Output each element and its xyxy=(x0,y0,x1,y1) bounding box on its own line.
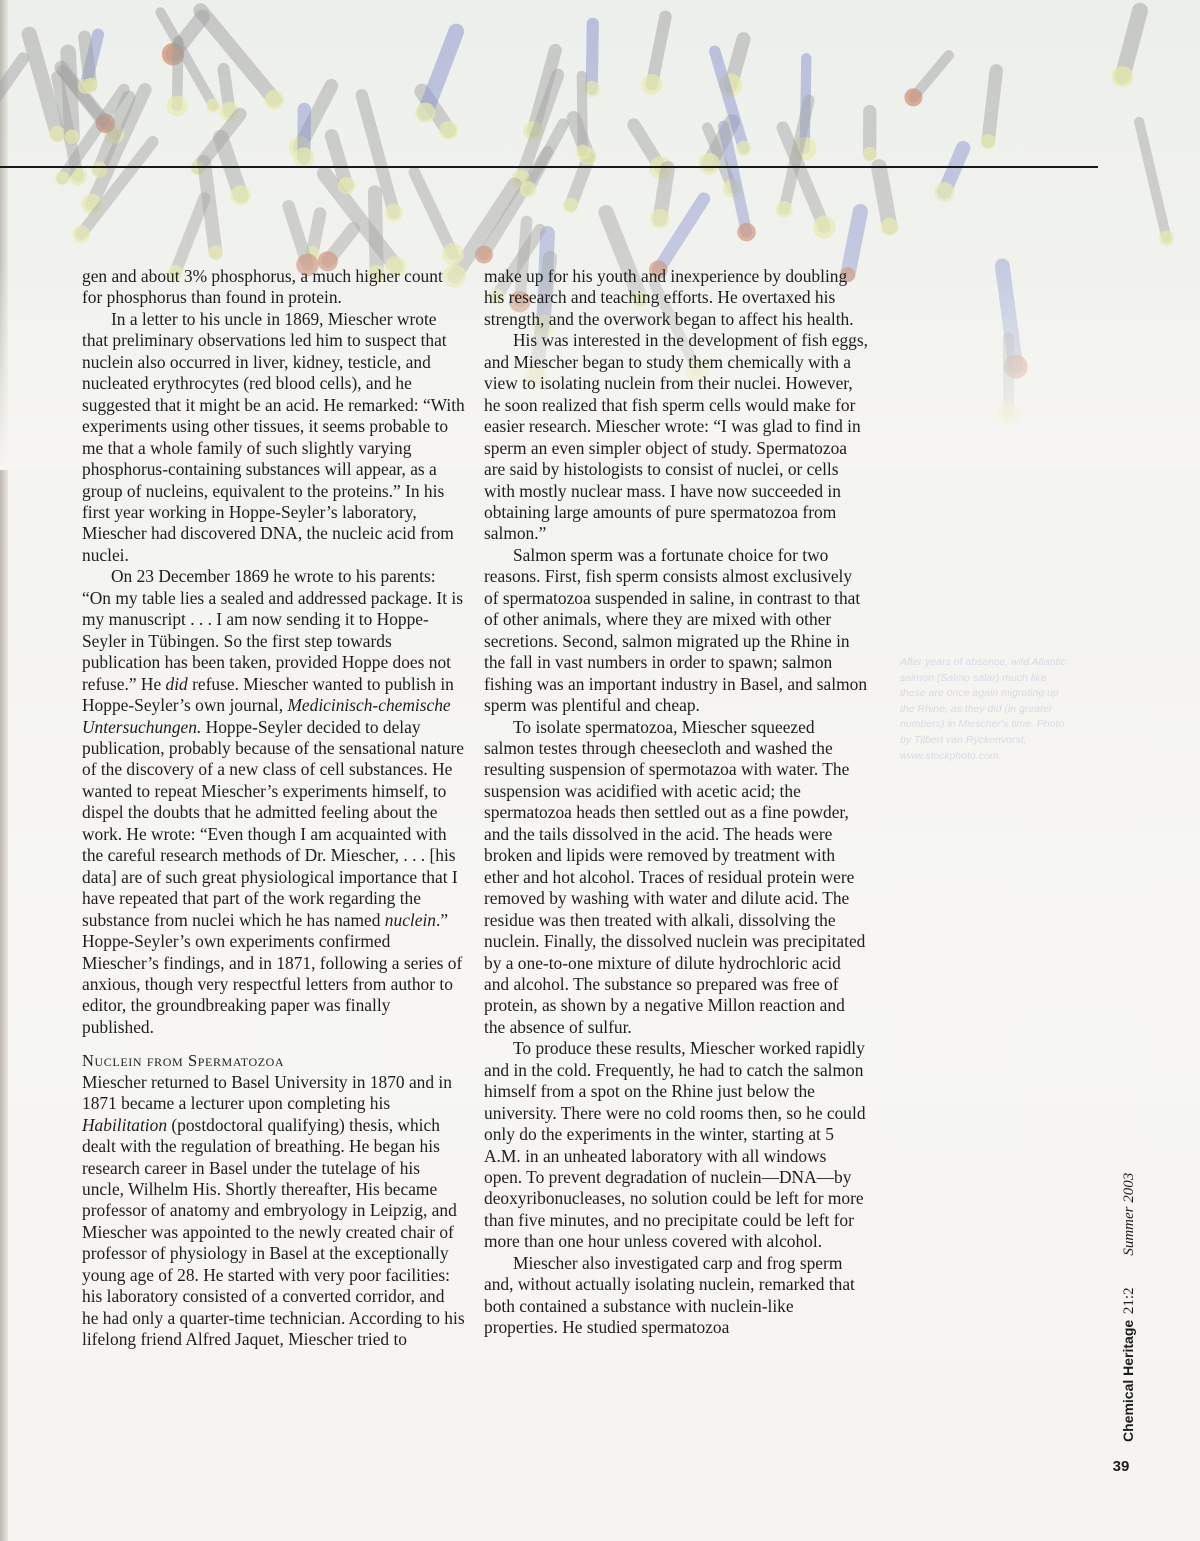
paragraph: gen and about 3% phosphorus, a much higher count for phosphorus than found in protein. xyxy=(82,266,443,308)
emphasis: nuclein xyxy=(384,909,436,930)
right-column xyxy=(484,266,868,1339)
paragraph: Miescher also investigated carp and frog sperm and, without actually isolating nuclein, remarked that both contained a substance with nuclein-like properties. He studied spermatozoa xyxy=(484,1252,855,1338)
emphasis: did xyxy=(165,673,188,694)
paragraph: To isolate spermatozoa, Miescher squeezed salmon testes through cheesecloth and washed the resulting suspension of spermotazoa with water. The suspension was acidified with acetic acid; the spermatozoa heads then settled out as a fine powder, and the tails dissolved in the acid. The heads were broken and lipids were removed by treatment with ether and hot alcohol. Traces of residual protein were removed by washing with water and dilute acid. The residue was then treated with alkali, dissolving the nuclein. Finally, the dissolved nuclein was precipitated by a one-to-one mixture of dilute hydrochloric acid and alcohol. The substance so prepared was free of protein, as shown by a negative Millon reaction and the absence of sulfur. xyxy=(484,716,866,1037)
running-footer xyxy=(1120,1173,1138,1442)
paragraph: In a letter to his uncle in 1869, Miescher wrote that preliminary observations led him to suspect that nuclein also occurred in liver, kidney, testicle, and nucleated erythrocytes (red blood cells), and he suggested that it might be an acid. He remarked: “With experiments using other tissues, it seems probable to me that a whole family of such slightly varying phosphorus-containing substances will appear, as a group of nucleins, equivalent to the proteins.” In his first year working in Hoppe-Seyler’s laboratory, Miescher had discovered DNA, the nucleic acid from nuclei. xyxy=(82,308,465,565)
paragraph: Salmon sperm was a fortunate choice for two reasons. First, fish sperm consists almost exclusively of spermatozoa suspended in saline, in contrast to that of other animals, where they are mixed with other secretions. Second, salmon migrated up the Rhine in the fall in vast numbers in order to spawn; salmon fishing was an important industry in Basel, and salmon sperm was plentiful and cheap. xyxy=(484,544,868,716)
paragraph: On 23 December 1869 he wrote to his parents: “On my table lies a sealed and addressed package. It is my manuscript . . . I am now sending it to Hoppe-Seyler in Tübingen. So the first step towards publication has been taken, provided Hoppe does not refuse.” He did refuse. Miescher wanted to publish in Hoppe-Seyler’s own journal, Medicinisch-chemische Untersuchungen. Hoppe-Seyler decided to delay publication, probably because of the sensational nature of the discovery of a new class of cell substances. He wanted to repeat Miescher’s experiments himself, to dispel the doubts that he admitted feeling about the work. He wrote: “Even though I am acquainted with the careful research methods of Dr. Miescher, . . . [his data] are of such great physiological importance that I have repeated that part of the work regarding the substance from nuclei which he has named nuclein.” Hoppe-Seyler’s own experiments confirmed Miescher’s findings, and in 1871, following a series of anxious, though very respectful letters from author to editor, the groundbreaking paper was finally published. xyxy=(82,566,464,1037)
paragraph: To produce these results, Miescher worked rapidly and in the cold. Frequently, he had to catch the salmon himself from a spot on the Rhine just below the university. There were no cold rooms then, so he could only do the experiments in the winter, starting at 5 A.M. in an unheated laboratory with all windows open. To prevent degradation of nuclein—DNA—by deoxyribonucleases, no solution could be left for more than five minutes, and no precipitate could be left for more than one hour unless covered with alcohol. xyxy=(484,1038,866,1252)
journal-title: Medicinisch-chemische Untersuchungen. xyxy=(82,695,451,737)
issue-number: 21:2 xyxy=(1121,1287,1137,1315)
emphasis: Habilitation xyxy=(82,1114,168,1135)
photo-caption: After years of absence, wild Atlantic salmon (Salmo salar) much like these are once again migrating up the Rhine, as they did (in greater numbers) in Miescher's time. Photo by Tilbert van Ryckenvorst, www.stockphoto.com. xyxy=(900,656,1066,762)
left-column xyxy=(82,266,465,1351)
section-heading: Nuclein from Spermatozoa xyxy=(82,1051,285,1071)
paragraph: His was interested in the development of fish eggs, and Miescher began to study them chemically with a view to isolating nuclein from their nuclei. However, he soon realized that fish sperm cells would make for easier research. Miescher wrote: “I was glad to find in sperm an even simpler object of study. Spermatozoa are said by histologists to consist of nuclei, or cells with mostly nuclear mass. I have now succeeded in obtaining large amounts of pure spermatozoa from salmon.” xyxy=(484,330,868,544)
header-rule xyxy=(0,166,1098,168)
page-number: 39 xyxy=(1112,1458,1130,1475)
issue-season: Summer 2003 xyxy=(1121,1172,1137,1256)
magazine-name: Chemical Heritage xyxy=(1120,1319,1136,1442)
paragraph: make up for his youth and inexperience by doubling his research and teaching efforts. He overtaxed his strength, and the overwork began to affect his health. xyxy=(484,266,854,329)
paragraph: Miescher returned to Basel University in 1870 and in 1871 became a lecturer upon completing his Habilitation (postdoctoral qualifying) thesis, which dealt with the regulation of breathing. He began his research career in Basel under the tutelage of his uncle, Wilhelm His. Shortly thereafter, His became professor of anatomy and embryology in Leipzig, and Miescher was appointed to the newly created chair of professor of physiology in Basel at the exceptionally young age of 28. He started with very poor facilities: his laboratory consisted of a converted corridor, and he had only a quarter-time technician. According to his lifelong friend Alfred Jaquet, Miescher tried to xyxy=(82,1071,465,1350)
